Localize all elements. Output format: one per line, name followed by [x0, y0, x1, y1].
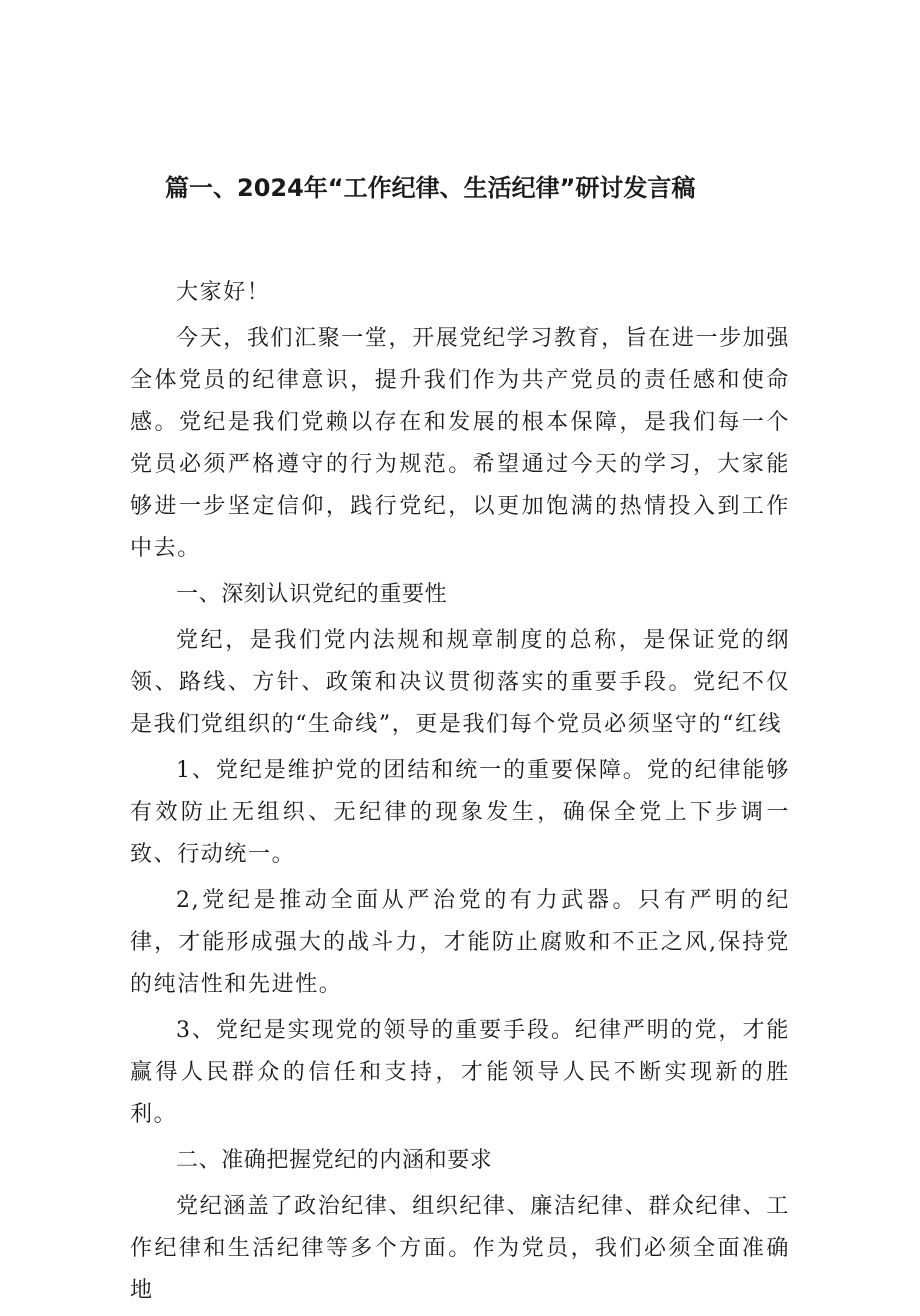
- greeting: 大家好！: [176, 280, 271, 305]
- section-1-point-3: 3、党纪是实现党的领导的重要手段。纪律严明的党，才能赢得人民群众的信任和支持，才能领导人民不断实现新的胜利。: [130, 1018, 790, 1127]
- document-title: 篇一、2024年“工作纪律、生活纪律”研讨发言稿: [165, 174, 696, 202]
- section-heading-2: 二、准确把握党纪的内涵和要求: [176, 1148, 493, 1173]
- section-1-paragraph: 党纪，是我们党内法规和规章制度的总称，是保证党的纲领、路线、方针、政策和决议贯彻落实的重要手段。党纪不仅是我们党组织的“生命线”，更是我们每个党员必须坚守的“红线: [130, 628, 790, 737]
- document-body: [130, 272, 790, 1316]
- section-heading-1: 一、深刻认识党纪的重要性: [176, 582, 448, 607]
- section-1-point-2: 2,党纪是推动全面从严治党的有力武器。只有严明的纪律，才能形成强大的战斗力，才能防止腐败和不正之风,保持党的纯洁性和先进性。: [130, 888, 790, 997]
- intro-paragraph: 今天，我们汇聚一堂，开展党纪学习教育，旨在进一步加强全体党员的纪律意识，提升我们作为共产党员的责任感和使命感。党纪是我们党赖以存在和发展的根本保障，是我们每一个党员必须严格遵守的行为规范。希望通过今天的学习，大家能够进一步坚定信仰，践行党纪，以更加饱满的热情投入到工作中去。: [130, 326, 790, 561]
- section-1-point-1: 1、党纪是维护党的团结和统一的重要保障。党的纪律能够有效防止无组织、无纪律的现象发生，确保全党上下步调一致、行动统一。: [130, 758, 790, 867]
- section-2-paragraph: 党纪涵盖了政治纪律、组织纪律、廉洁纪律、群众纪律、工作纪律和生活纪律等多个方面。作为党员，我们必须全面准确地: [130, 1194, 790, 1303]
